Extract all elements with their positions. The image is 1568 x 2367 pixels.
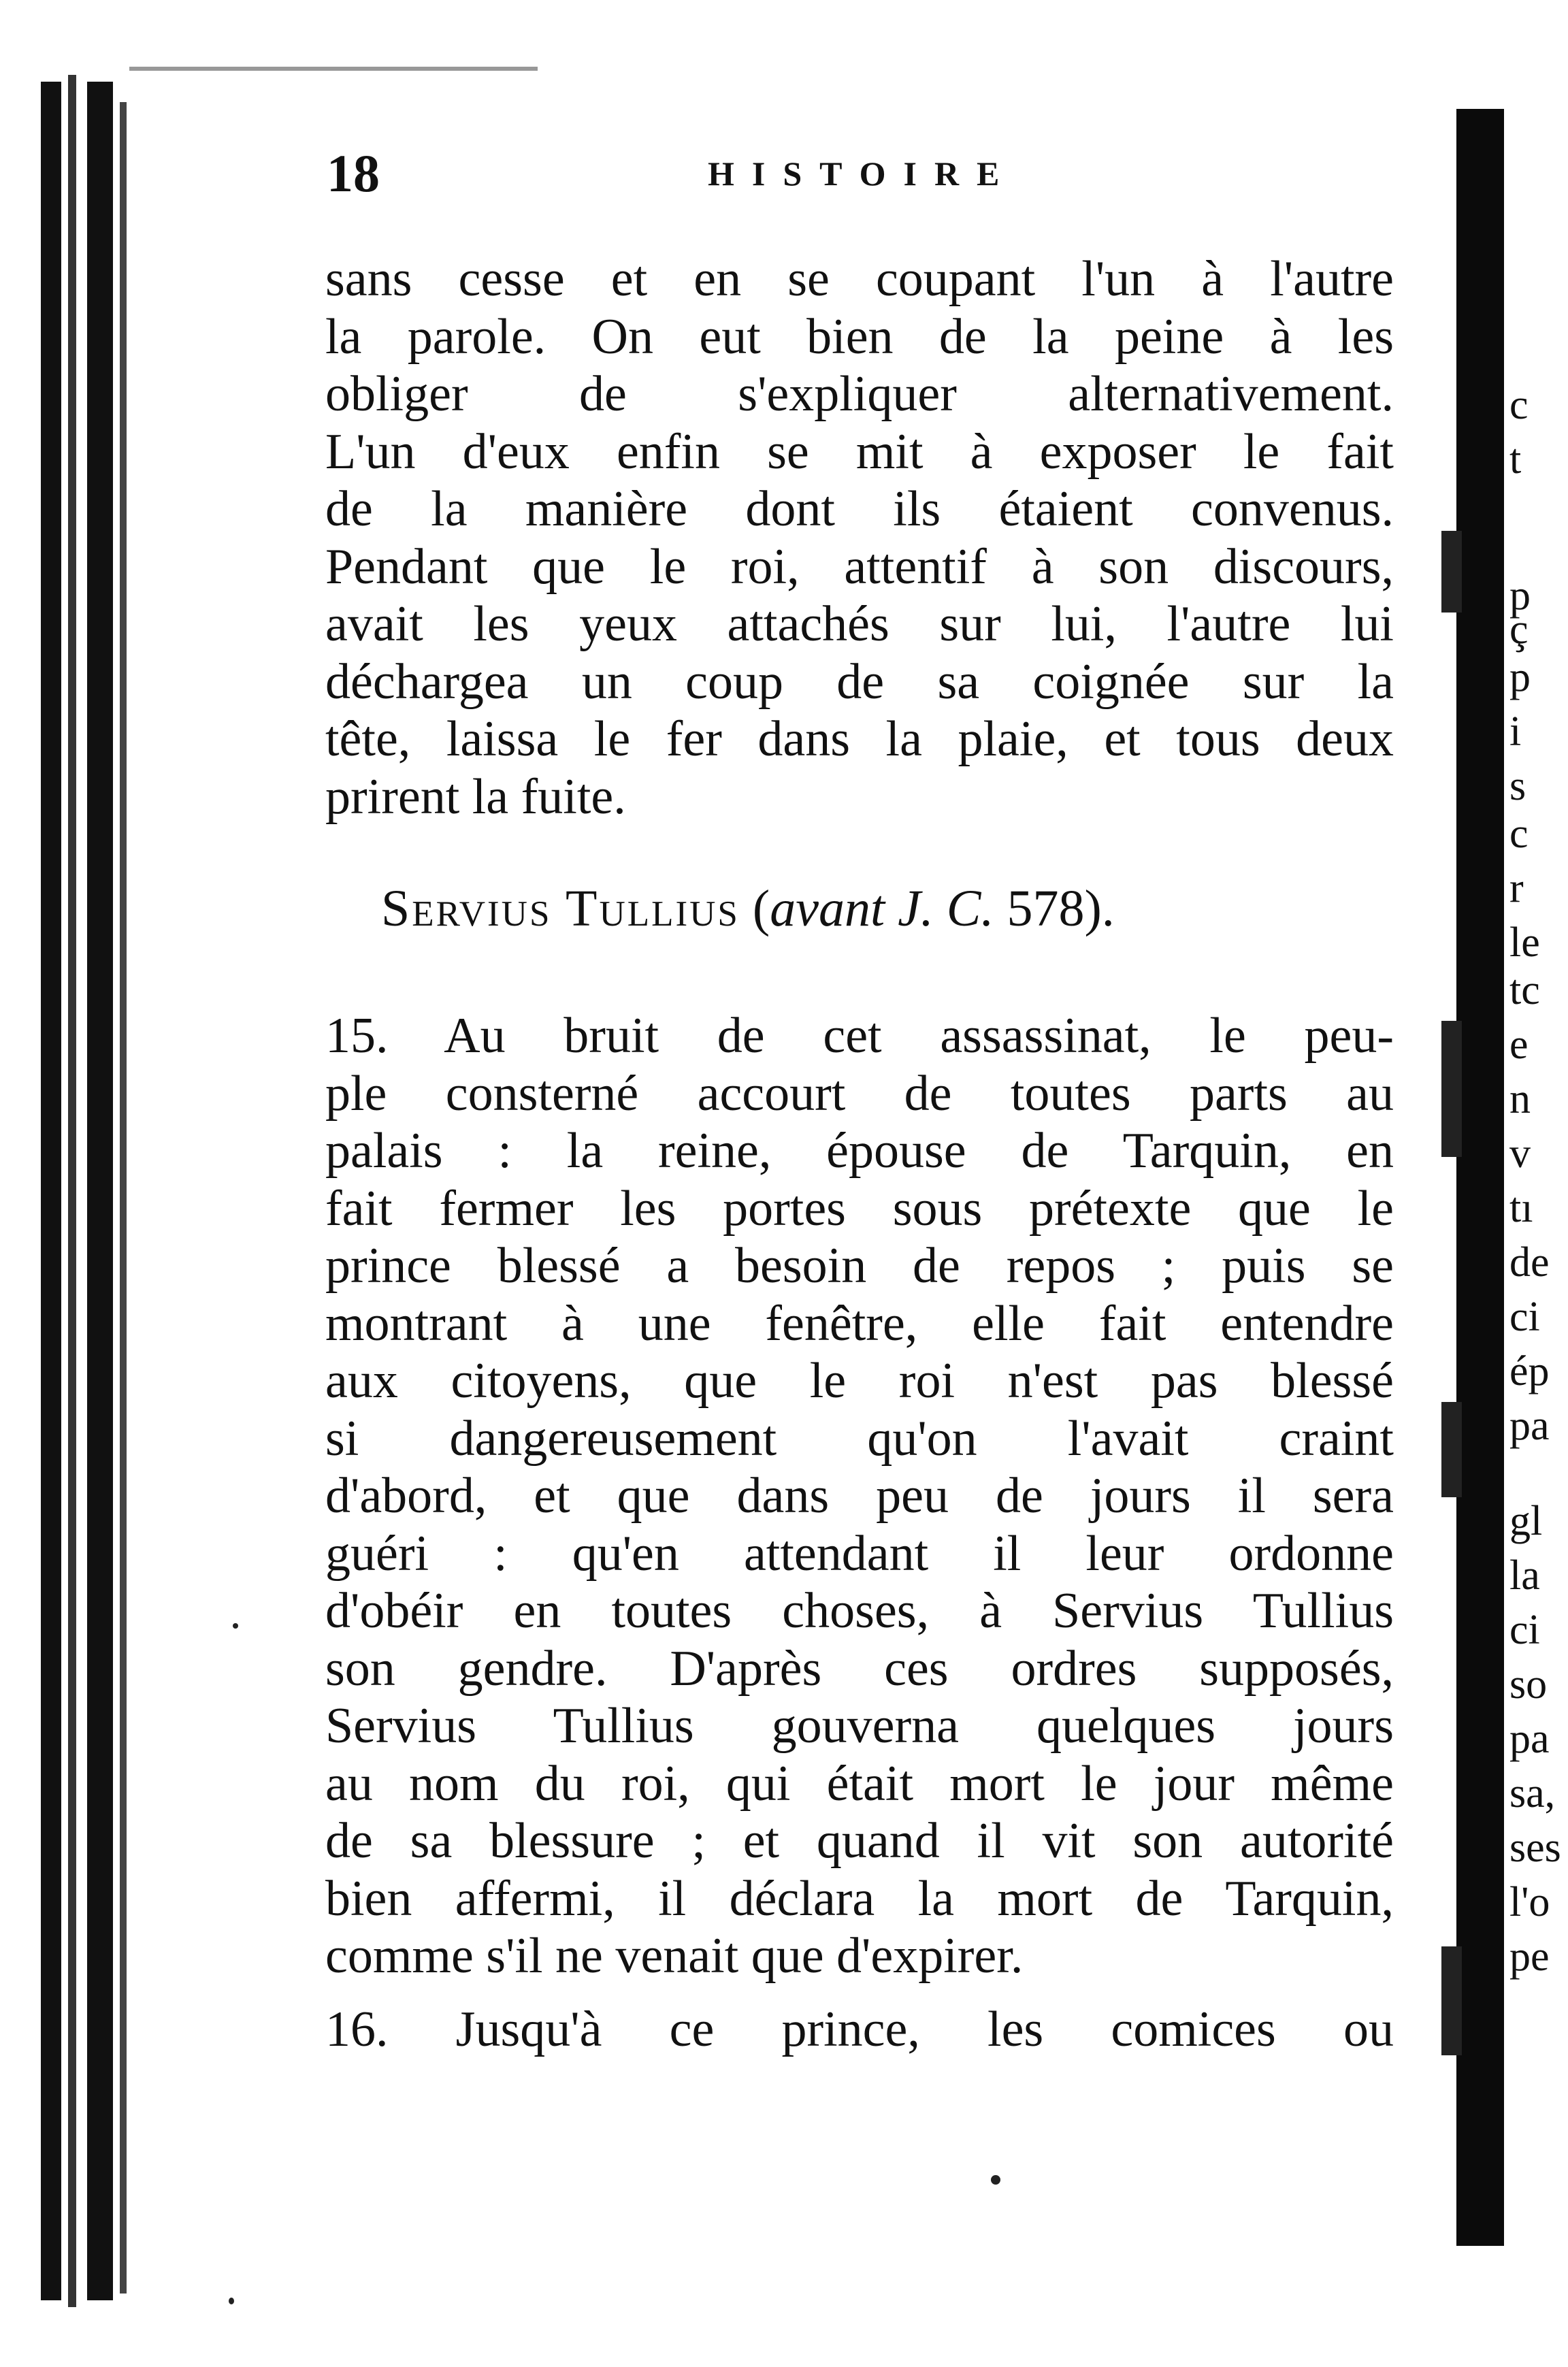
- text-line: avait les yeux attachés sur lui, l'autre lui: [325, 596, 1394, 652]
- running-head: HISTOIRE: [708, 154, 1017, 193]
- gutter-shadow: [1441, 531, 1462, 613]
- next-page-text-fragment: t: [1509, 436, 1522, 483]
- text-line: comme s'il ne venait que d'expirer.: [325, 1928, 1024, 1984]
- next-page-text-fragment: v: [1509, 1130, 1531, 1177]
- next-page-text-fragment: i: [1509, 708, 1522, 755]
- next-page-text-fragment: pa: [1509, 1403, 1550, 1449]
- text-line: ple consterné accourt de toutes parts au: [325, 1065, 1394, 1122]
- next-page-text-fragment: tı: [1509, 1185, 1533, 1231]
- next-page-text-fragment: ci: [1509, 1607, 1540, 1653]
- text-line: prince blessé a besoin de repos ; puis se: [325, 1238, 1394, 1294]
- next-page-text-fragment: e: [1509, 1022, 1529, 1068]
- next-page-text-fragment: gl: [1509, 1498, 1543, 1544]
- text-line: palais : la reine, épouse de Tarquin, en: [325, 1123, 1394, 1179]
- next-page-text-fragment: l'o: [1509, 1879, 1550, 1925]
- section-heading-date-open: (: [752, 880, 770, 937]
- next-page-fragment: [1509, 0, 1568, 2367]
- text-line: aux citoyens, que le roi n'est pas blessé: [325, 1353, 1394, 1409]
- text-line: montrant à une fenêtre, elle fait entendre: [325, 1295, 1394, 1352]
- next-page-text-fragment: p: [1509, 572, 1531, 619]
- next-page-text-fragment: ci: [1509, 1294, 1540, 1340]
- binding-edge: [41, 82, 61, 2300]
- next-page-text-fragment: p: [1509, 654, 1531, 700]
- text-line: sans cesse et en se coupant l'un à l'autre: [325, 251, 1394, 307]
- next-page-text-fragment: n: [1509, 1076, 1531, 1122]
- next-page-text-fragment: s: [1509, 763, 1526, 809]
- print-speck: [229, 2298, 234, 2304]
- next-page-text-fragment: c: [1509, 382, 1529, 428]
- paragraph-continuation: [325, 250, 1394, 826]
- next-page-text-fragment: ç: [1509, 606, 1529, 653]
- next-page-text-fragment: r: [1509, 865, 1524, 911]
- text-line: obliger de s'expliquer alternativement.: [325, 366, 1394, 422]
- next-page-text-fragment: ép: [1509, 1348, 1550, 1394]
- page-header: [327, 140, 1388, 208]
- text-line: L'un d'eux enfin se mit à exposer le fait: [325, 423, 1394, 480]
- binding-edge: [68, 75, 76, 2307]
- page-number: 18: [327, 144, 380, 203]
- next-page-text-fragment: pa: [1509, 1716, 1550, 1762]
- text-line: 15. Au bruit de cet assassinat, le peu-: [325, 1008, 1394, 1064]
- text-line: Servius Tullius gouverna quelques jours: [325, 1698, 1394, 1754]
- text-line: fait fermer les portes sous prétexte que le: [325, 1180, 1394, 1237]
- paragraph-15: [325, 1007, 1394, 1985]
- text-line: de la manière dont ils étaient convenus.: [325, 481, 1394, 537]
- text-line: 16. Jusqu'à ce prince, les comices ou: [325, 2002, 1394, 2057]
- next-page-text-fragment: le: [1509, 919, 1540, 966]
- next-page-text-fragment: de: [1509, 1239, 1550, 1286]
- next-page-text-fragment: sa,: [1509, 1770, 1556, 1816]
- text-line: guéri : qu'en attendant il leur ordonne: [325, 1525, 1394, 1582]
- text-line: d'abord, et que dans peu de jours il sera: [325, 1468, 1394, 1524]
- section-heading-date-year: 578).: [994, 880, 1115, 937]
- section-heading: [381, 878, 1402, 939]
- next-page-text-fragment: la: [1509, 1552, 1540, 1599]
- paragraph-16: [325, 2001, 1394, 2059]
- next-page-text-fragment: ses: [1509, 1825, 1561, 1871]
- text-line: bien affermi, il déclara la mort de Tarquin,: [325, 1870, 1394, 1927]
- next-page-text-fragment: c: [1509, 811, 1529, 857]
- text-line: si dangereusement qu'on l'avait craint: [325, 1410, 1394, 1467]
- text-line: déchargea un coup de sa coignée sur la: [325, 653, 1394, 710]
- text-line: son gendre. D'après ces ordres supposés,: [325, 1640, 1394, 1697]
- binding-edge: [120, 102, 127, 2293]
- gutter-shadow: [1441, 1402, 1462, 1497]
- text-line: de sa blessure ; et quand il vit son autorité: [325, 1813, 1394, 1869]
- text-line: la parole. On eut bien de la peine à les: [325, 308, 1394, 365]
- text-line: prirent la fuite.: [325, 768, 626, 825]
- text-line: Pendant que le roi, attentif à son discours,: [325, 538, 1394, 595]
- text-line: tête, laissa le fer dans la plaie, et tous deux: [325, 711, 1394, 767]
- next-page-text-fragment: tc: [1509, 967, 1540, 1013]
- gutter-shadow: [1441, 1021, 1462, 1157]
- text-line: au nom du roi, qui était mort le jour même: [325, 1755, 1394, 1812]
- next-page-text-fragment: pe: [1509, 1933, 1550, 1980]
- print-speck: [991, 2175, 1000, 2185]
- section-heading-date-italic: avant J. C.: [770, 880, 994, 937]
- binding-edge: [87, 82, 113, 2300]
- text-line: d'obéir en toutes choses, à Servius Tullius: [325, 1583, 1394, 1639]
- gutter-shadow: [1441, 1946, 1462, 2055]
- gutter-shadow: [1456, 109, 1504, 2246]
- next-page-text-fragment: so: [1509, 1661, 1548, 1708]
- section-heading-name: Servius Tullius: [381, 880, 740, 937]
- print-speck: [233, 1623, 238, 1629]
- top-rule: [129, 67, 538, 71]
